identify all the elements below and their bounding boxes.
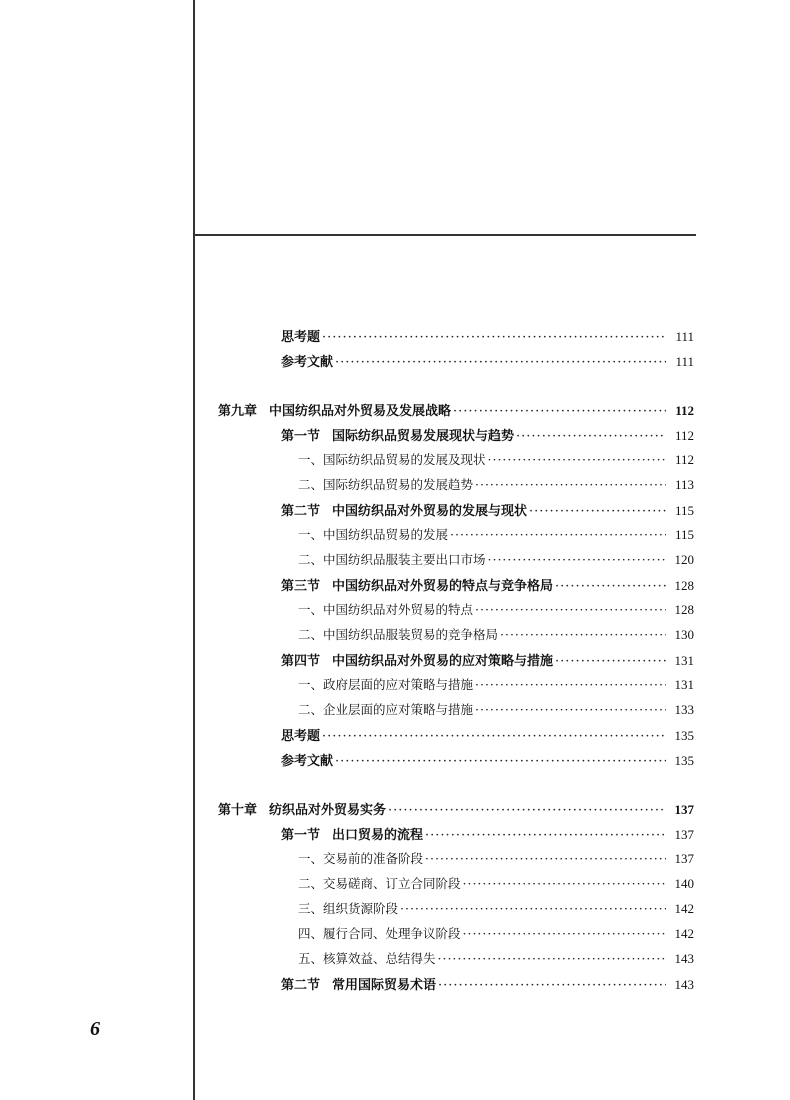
item-title: 二、交易磋商、订立合同阶段 bbox=[298, 876, 461, 891]
toc-entry-page: 111 bbox=[675, 354, 694, 369]
leader-dots bbox=[488, 452, 666, 467]
chapter-page: 137 bbox=[674, 802, 694, 817]
toc-entry-page: 135 bbox=[674, 728, 694, 743]
toc-entry-questions[interactable] bbox=[281, 725, 694, 745]
page-number: 6 bbox=[90, 1018, 100, 1040]
section-title: 常用国际贸易术语 bbox=[332, 978, 437, 993]
section-number: 第四节 bbox=[281, 654, 321, 669]
item-page: 115 bbox=[674, 527, 694, 542]
item-title: 三、组织货源阶段 bbox=[298, 901, 399, 916]
item-title: 二、中国纺织品服装贸易的竞争格局 bbox=[298, 627, 499, 642]
toc-entry-label: 思考题 bbox=[281, 729, 321, 744]
leader-dots bbox=[335, 355, 666, 370]
item-page: 140 bbox=[674, 876, 694, 891]
section-page: 143 bbox=[674, 977, 694, 992]
leader-dots bbox=[388, 803, 666, 818]
item-page: 142 bbox=[674, 901, 694, 916]
item-title: 一、中国纺织品贸易的发展 bbox=[298, 527, 449, 542]
leader-dots bbox=[425, 851, 666, 866]
leader-dots bbox=[400, 901, 666, 916]
chapter-title: 纺织品对外贸易实务 bbox=[269, 803, 387, 818]
item-title: 一、国际纺织品贸易的发展及现状 bbox=[298, 452, 486, 467]
item-page: 113 bbox=[674, 477, 694, 492]
toc-item[interactable] bbox=[298, 600, 694, 620]
item-page: 133 bbox=[674, 702, 694, 717]
toc-entry-label: 参考文献 bbox=[281, 754, 334, 769]
leader-dots bbox=[425, 828, 666, 843]
toc-item[interactable] bbox=[298, 874, 694, 894]
item-page: 128 bbox=[674, 602, 694, 617]
section-title: 国际纺织品贸易发展现状与趋势 bbox=[332, 429, 515, 444]
leader-dots bbox=[475, 702, 666, 717]
leader-dots bbox=[475, 677, 666, 692]
leader-dots bbox=[463, 926, 666, 941]
section-number: 第一节 bbox=[281, 429, 321, 444]
leader-dots bbox=[516, 429, 666, 444]
section-title: 中国纺织品对外贸易的发展与现状 bbox=[332, 504, 528, 519]
toc-item[interactable] bbox=[298, 525, 694, 545]
leader-dots bbox=[335, 754, 666, 769]
toc-chapter-10[interactable] bbox=[218, 799, 694, 819]
toc-section[interactable] bbox=[281, 974, 694, 994]
section-page: 115 bbox=[674, 503, 694, 518]
leader-dots bbox=[488, 552, 666, 567]
section-page: 128 bbox=[674, 578, 694, 593]
toc-entry-label: 参考文献 bbox=[281, 355, 334, 370]
toc-section[interactable] bbox=[281, 824, 694, 844]
toc-item[interactable] bbox=[298, 675, 694, 695]
toc-section[interactable] bbox=[281, 500, 694, 520]
toc-item[interactable] bbox=[298, 625, 694, 645]
toc-item[interactable] bbox=[298, 849, 694, 869]
section-page: 137 bbox=[674, 827, 694, 842]
item-page: 142 bbox=[674, 926, 694, 941]
leader-dots bbox=[555, 654, 666, 669]
item-page: 112 bbox=[674, 452, 694, 467]
toc-section[interactable] bbox=[281, 575, 694, 595]
leader-dots bbox=[529, 504, 666, 519]
section-number: 第一节 bbox=[281, 828, 321, 843]
item-page: 130 bbox=[674, 627, 694, 642]
toc-item[interactable] bbox=[298, 550, 694, 570]
item-page: 143 bbox=[674, 951, 694, 966]
item-title: 二、企业层面的应对策略与措施 bbox=[298, 702, 474, 717]
toc-entry-page: 135 bbox=[674, 753, 694, 768]
leader-dots bbox=[322, 330, 666, 345]
leader-dots bbox=[450, 527, 666, 542]
toc-entry-page: 111 bbox=[675, 329, 694, 344]
section-page: 112 bbox=[674, 428, 694, 443]
leader-dots bbox=[500, 627, 666, 642]
toc-entry-questions[interactable] bbox=[281, 326, 694, 346]
chapter-number: 第十章 bbox=[218, 803, 258, 818]
toc-item[interactable] bbox=[298, 700, 694, 720]
leader-dots bbox=[475, 602, 666, 617]
toc-item[interactable] bbox=[298, 475, 694, 495]
toc-entry-references[interactable] bbox=[281, 750, 694, 770]
toc-entry-references[interactable] bbox=[281, 351, 694, 371]
item-page: 120 bbox=[674, 552, 694, 567]
item-title: 一、交易前的准备阶段 bbox=[298, 851, 424, 866]
item-title: 五、核算效益、总结得失 bbox=[298, 951, 436, 966]
section-page: 131 bbox=[674, 653, 694, 668]
leader-dots bbox=[555, 579, 666, 594]
toc-chapter-9[interactable] bbox=[218, 400, 694, 420]
section-number: 第二节 bbox=[281, 504, 321, 519]
item-title: 二、国际纺织品贸易的发展趋势 bbox=[298, 477, 474, 492]
toc-item[interactable] bbox=[298, 949, 694, 969]
toc-item[interactable] bbox=[298, 899, 694, 919]
item-page: 131 bbox=[674, 677, 694, 692]
leader-dots bbox=[453, 404, 666, 419]
leader-dots bbox=[438, 951, 666, 966]
section-title: 出口贸易的流程 bbox=[332, 828, 424, 843]
section-number: 第三节 bbox=[281, 579, 321, 594]
chapter-title: 中国纺织品对外贸易及发展战略 bbox=[269, 404, 452, 419]
item-title: 二、中国纺织品服装主要出口市场 bbox=[298, 552, 486, 567]
toc-entry-label: 思考题 bbox=[281, 330, 321, 345]
chapter-page: 112 bbox=[675, 403, 694, 418]
leader-dots bbox=[463, 876, 666, 891]
toc-section[interactable] bbox=[281, 425, 694, 445]
leader-dots bbox=[475, 477, 666, 492]
toc-item[interactable] bbox=[298, 924, 694, 944]
section-title: 中国纺织品对外贸易的应对策略与措施 bbox=[332, 654, 554, 669]
item-title: 一、政府层面的应对策略与措施 bbox=[298, 677, 474, 692]
item-page: 137 bbox=[674, 851, 694, 866]
leader-dots bbox=[322, 729, 666, 744]
section-number: 第二节 bbox=[281, 978, 321, 993]
item-title: 一、中国纺织品对外贸易的特点 bbox=[298, 602, 474, 617]
item-title: 四、履行合同、处理争议阶段 bbox=[298, 926, 461, 941]
leader-dots bbox=[438, 978, 666, 993]
toc-section[interactable] bbox=[281, 650, 694, 670]
chapter-number: 第九章 bbox=[218, 404, 258, 419]
section-title: 中国纺织品对外贸易的特点与竞争格局 bbox=[332, 579, 554, 594]
toc-item[interactable] bbox=[298, 450, 694, 470]
